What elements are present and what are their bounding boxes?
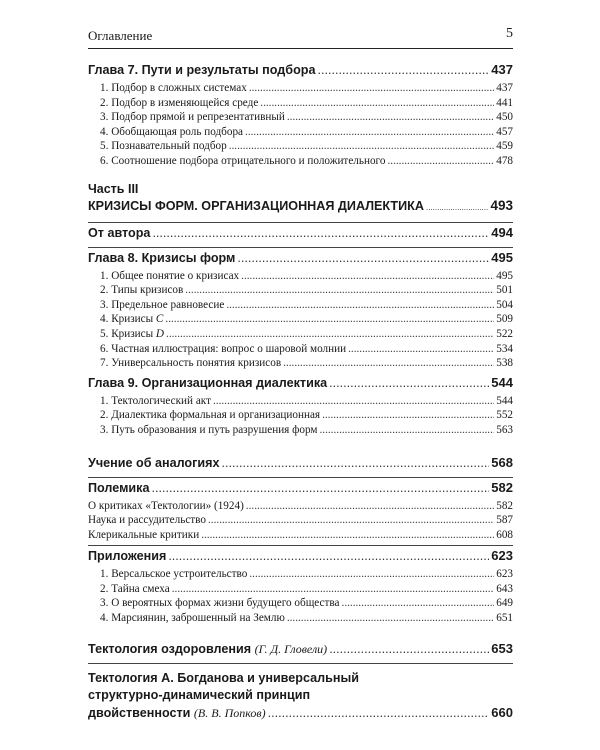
toc-entry-polemics[interactable] bbox=[88, 480, 513, 500]
toc-entry-section[interactable] bbox=[88, 395, 513, 410]
leader-dots bbox=[329, 642, 489, 656]
entry-page: 623 bbox=[496, 568, 513, 581]
entry-title: 3. Путь образования и путь разрушения форм bbox=[100, 423, 318, 436]
entry-title: Учение об аналогиях bbox=[88, 455, 220, 470]
entry-title bbox=[88, 705, 266, 722]
toc-entry-section[interactable] bbox=[88, 155, 513, 170]
entry-title: 2. Типы кризисов bbox=[100, 284, 184, 297]
leader-dots bbox=[226, 299, 494, 311]
toc-entry-section[interactable] bbox=[88, 97, 513, 112]
entry-title bbox=[100, 328, 164, 340]
entry-title: 1. Версальское устроительство bbox=[100, 568, 248, 581]
entry-title: 5. Познавательный подбор bbox=[100, 140, 227, 153]
toc-entry-bogdanov[interactable] bbox=[88, 670, 513, 722]
entry-title: КРИЗИСЫ ФОРМ. ОРГАНИЗАЦИОННАЯ ДИАЛЕКТИКА bbox=[88, 198, 424, 213]
entry-page: 563 bbox=[496, 423, 513, 436]
divider bbox=[88, 247, 513, 248]
entry-title: Глава 7. Пути и результаты подбора bbox=[88, 63, 316, 77]
entry-title: 1. Общее понятие о кризисах bbox=[100, 269, 240, 282]
entry-page: 649 bbox=[496, 597, 513, 610]
toc-entry-health[interactable] bbox=[88, 641, 513, 661]
entry-page: 608 bbox=[496, 528, 513, 541]
entry-author: (Г. Д. Гловели) bbox=[254, 641, 328, 656]
leader-dots bbox=[229, 140, 495, 152]
toc-entry-section[interactable] bbox=[88, 357, 513, 372]
entry-italic-letter: D bbox=[155, 327, 165, 340]
leader-dots bbox=[342, 597, 495, 609]
entry-label: 5. Кризисы bbox=[100, 327, 154, 340]
entry-author: (В. В. Попков) bbox=[193, 705, 266, 720]
leader-dots bbox=[208, 514, 494, 526]
entry-page: 495 bbox=[491, 249, 513, 265]
entry-page: 441 bbox=[496, 96, 513, 109]
entry-title: 4. Обобщающая роль подбора bbox=[100, 125, 244, 138]
entry-title bbox=[100, 313, 163, 325]
toc-entry-section[interactable] bbox=[88, 529, 513, 544]
entry-page: 582 bbox=[496, 499, 513, 512]
leader-dots bbox=[317, 63, 489, 77]
toc-entry-chapter-8[interactable] bbox=[88, 250, 513, 270]
leader-dots bbox=[185, 284, 494, 296]
entry-title: 1. Тектологический акт bbox=[100, 394, 211, 407]
chapter-9-block bbox=[88, 375, 513, 439]
toc-entry-section[interactable] bbox=[88, 500, 513, 515]
leader-dots bbox=[221, 456, 489, 470]
entry-page: 493 bbox=[490, 197, 513, 213]
entry-title: 3. Подбор прямой и репрезентативный bbox=[100, 111, 285, 124]
entry-page: 544 bbox=[491, 374, 513, 390]
toc-entry-chapter-9[interactable] bbox=[88, 375, 513, 395]
entry-page: 457 bbox=[496, 125, 513, 138]
entry-page: 437 bbox=[491, 62, 513, 77]
entry-title: 3. О вероятных формах жизни будущего общества bbox=[100, 597, 340, 610]
toc-entry-section[interactable] bbox=[88, 514, 513, 529]
entry-page: 522 bbox=[496, 327, 513, 340]
entry-title: Приложения bbox=[88, 549, 167, 564]
part-3-block bbox=[88, 182, 513, 248]
entry-title: Полемика bbox=[88, 480, 150, 495]
toc-entry-section[interactable] bbox=[88, 328, 513, 343]
entry-title-line-2: структурно-динамический принцип bbox=[88, 687, 311, 702]
divider bbox=[88, 663, 513, 664]
leader-dots bbox=[260, 97, 494, 109]
toc-entry-section[interactable] bbox=[88, 409, 513, 424]
leader-dots bbox=[387, 155, 494, 167]
leader-dots bbox=[287, 612, 494, 624]
chapter-7-block bbox=[88, 62, 513, 170]
health-block bbox=[88, 641, 513, 664]
toc-entry-appendices[interactable] bbox=[88, 548, 513, 568]
toc-page bbox=[88, 26, 513, 722]
entry-page: 651 bbox=[496, 612, 513, 625]
divider bbox=[88, 222, 513, 223]
analogies-block bbox=[88, 455, 513, 478]
leader-dots bbox=[322, 409, 494, 421]
polemics-block bbox=[88, 480, 513, 547]
entry-page: 450 bbox=[496, 111, 513, 124]
entry-page: 501 bbox=[496, 284, 513, 297]
leader-dots bbox=[249, 568, 494, 580]
toc-entry-from-author[interactable] bbox=[88, 225, 513, 245]
leader-dots bbox=[213, 395, 494, 407]
entry-title: Наука и рассудительство bbox=[88, 514, 206, 527]
entry-title: 2. Подбор в изменяющейся среде bbox=[100, 96, 259, 109]
entry-italic-letter: C bbox=[155, 313, 164, 326]
entry-page: 509 bbox=[496, 313, 513, 326]
header-rule bbox=[88, 48, 513, 49]
entry-page: 495 bbox=[496, 269, 513, 282]
toc-entry-section[interactable] bbox=[88, 126, 513, 141]
entry-last-line bbox=[88, 704, 513, 722]
toc-entry-section[interactable] bbox=[88, 284, 513, 299]
entry-title: От автора bbox=[88, 225, 151, 240]
toc-entry-section[interactable] bbox=[88, 612, 513, 627]
toc-entry-chapter-7[interactable] bbox=[88, 62, 513, 82]
toc-entry-section[interactable] bbox=[88, 597, 513, 612]
toc-entry-section[interactable] bbox=[88, 583, 513, 598]
leader-dots bbox=[329, 376, 489, 390]
entry-page: 582 bbox=[491, 479, 513, 495]
toc-entry-section[interactable] bbox=[88, 82, 513, 97]
entry-page: 504 bbox=[496, 298, 513, 311]
chapter-8-block bbox=[88, 250, 513, 372]
entry-title: 2. Тайна смеха bbox=[100, 582, 170, 595]
entry-page: 623 bbox=[491, 548, 513, 564]
divider bbox=[88, 545, 513, 546]
toc-entry-section[interactable] bbox=[88, 343, 513, 358]
entry-label: Тектология оздоровления bbox=[88, 641, 252, 656]
toc-entry-analogies[interactable] bbox=[88, 455, 513, 475]
toc-entry-section[interactable] bbox=[88, 299, 513, 314]
entry-page: 478 bbox=[496, 154, 513, 167]
leader-dots bbox=[168, 549, 489, 563]
entry-page: 653 bbox=[491, 640, 513, 656]
running-head bbox=[88, 26, 513, 48]
toc-entry-section[interactable] bbox=[88, 111, 513, 126]
entry-title-line-3: двойственности bbox=[88, 705, 191, 720]
entry-title: Глава 9. Организационная диалектика bbox=[88, 375, 328, 390]
entry-page: 568 bbox=[491, 454, 513, 470]
entry-title: 6. Частная иллюстрация: вопрос о шаровой молнии bbox=[100, 342, 347, 355]
leader-dots bbox=[426, 203, 489, 212]
leader-dots bbox=[245, 126, 494, 138]
entry-title: Глава 8. Кризисы форм bbox=[88, 250, 236, 265]
leader-dots bbox=[166, 328, 494, 340]
entry-page: 643 bbox=[496, 582, 513, 595]
leader-dots bbox=[319, 424, 494, 436]
toc-entry-section[interactable] bbox=[88, 140, 513, 155]
entry-title: 4. Марсиянин, заброшенный на Землю bbox=[100, 612, 285, 625]
leader-dots bbox=[283, 357, 494, 369]
toc-entry-section[interactable] bbox=[88, 568, 513, 583]
toc-entry-section[interactable] bbox=[88, 424, 513, 439]
entry-title bbox=[88, 642, 327, 657]
entry-page: 552 bbox=[496, 409, 513, 422]
entry-title: 3. Предельное равновесие bbox=[100, 298, 225, 311]
appendices-block bbox=[88, 548, 513, 626]
entry-page: 494 bbox=[491, 224, 513, 240]
entry-page: 660 bbox=[491, 704, 513, 720]
leader-dots bbox=[348, 343, 494, 355]
toc-entry-part-3[interactable] bbox=[88, 198, 513, 220]
leader-dots bbox=[165, 313, 494, 325]
leader-dots bbox=[151, 481, 489, 495]
entry-page: 534 bbox=[496, 342, 513, 355]
leader-dots bbox=[287, 111, 494, 123]
entry-title: Клерикальные критики bbox=[88, 528, 200, 541]
leader-dots bbox=[246, 500, 494, 512]
entry-title: 1. Подбор в сложных системах bbox=[100, 82, 247, 94]
running-head-title: Оглавление bbox=[88, 28, 153, 43]
entry-label: 4. Кризисы bbox=[100, 313, 154, 326]
toc-entry-section[interactable] bbox=[88, 270, 513, 285]
leader-dots bbox=[172, 583, 494, 595]
leader-dots bbox=[152, 226, 489, 240]
bogdanov-block bbox=[88, 670, 513, 722]
part-label: Часть III bbox=[88, 181, 139, 196]
entry-page: 544 bbox=[496, 394, 513, 407]
toc-entry-section[interactable] bbox=[88, 313, 513, 328]
entry-title: О критиках «Тектологии» (1924) bbox=[88, 499, 244, 512]
entry-page: 459 bbox=[496, 140, 513, 153]
entry-title: 6. Соотношение подбора отрицательного и положительного bbox=[100, 154, 386, 167]
page-number: 5 bbox=[506, 26, 513, 41]
leader-dots bbox=[241, 270, 494, 282]
entry-page: 437 bbox=[496, 82, 513, 94]
leader-dots bbox=[249, 82, 494, 94]
entry-page: 538 bbox=[496, 357, 513, 370]
divider bbox=[88, 477, 513, 478]
leader-dots bbox=[201, 529, 494, 541]
entry-page: 587 bbox=[496, 514, 513, 527]
entry-title: 7. Универсальность понятия кризисов bbox=[100, 357, 282, 370]
leader-dots bbox=[237, 251, 489, 265]
entry-title: 2. Диалектика формальная и организационная bbox=[100, 409, 321, 422]
leader-dots bbox=[268, 705, 490, 722]
entry-title-line-1: Тектология А. Богданова и универсальный bbox=[88, 670, 359, 685]
